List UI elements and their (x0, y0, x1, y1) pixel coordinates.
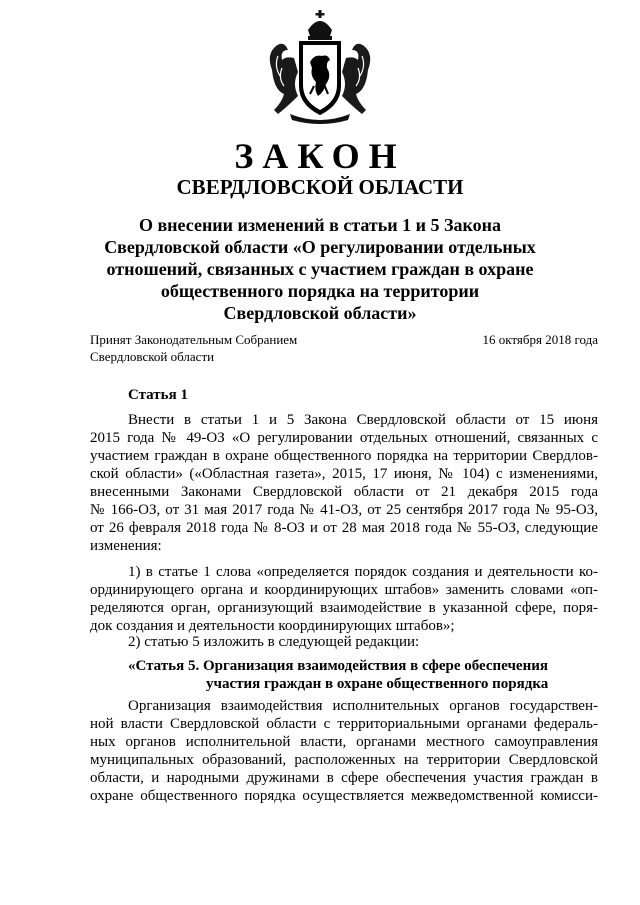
text-line: изменения: (90, 538, 162, 554)
article-5-text (90, 697, 598, 805)
article-1-intro (90, 411, 598, 555)
law-title (100, 214, 540, 324)
amendment-item-2 (90, 633, 598, 651)
text-line: № 166-ОЗ, от 31 мая 2017 года № 41-ОЗ, от 25 сентября 2017 года № 95-ОЗ, (90, 502, 598, 518)
text-line: участием граждан в охране общественного порядка на территории Свердлов- (90, 448, 598, 464)
text-line: ординирующего органа и координирующих штабов» заменить словами «оп- (90, 582, 598, 598)
adoption-authority (90, 331, 297, 365)
law-title-line: общественного порядка на территории (160, 281, 480, 301)
article-5-heading (90, 657, 598, 693)
amendment-item-1 (90, 563, 598, 635)
law-title-line: Свердловской области «О регулировании отдельных (104, 237, 536, 257)
region-subtitle: СВЕРДЛОВСКОЙ ОБЛАСТИ (176, 175, 464, 199)
text-line: от 26 февраля 2018 года № 8-ОЗ и от 28 мая 2018 года № 55-ОЗ, следующие (90, 520, 598, 536)
text-line: внесенными Законами Свердловской области от 21 декабря 2015 года (90, 484, 598, 500)
text-line: охране общественного порядка осуществляется межведомственной комисси- (90, 788, 598, 804)
law-title-line: Свердловской области» (223, 303, 417, 323)
text-line: муниципальных образований, расположенных на территории Свердловской (90, 752, 598, 768)
coat-of-arms-icon (264, 10, 376, 125)
text-line: ной власти Свердловской области с территориальными органами федераль- (90, 716, 598, 732)
text-line: док создания и деятельности координирующих штабов»; (90, 618, 455, 634)
adoption-line: Принят Законодательным Собранием (90, 332, 298, 347)
text-line: 2) статью 5 изложить в следующей редакции: (128, 634, 420, 650)
document-type-title: ЗАКОН (234, 136, 406, 176)
text-line: 2015 года № 49-ОЗ «О регулировании отдельных отношений, связанных с (90, 430, 598, 446)
text-line: ределяются орган, организующий взаимодействие в указанной сфере, поря- (90, 600, 598, 616)
text-line: области, и народными дружинами в сфере обеспечения участия граждан в (90, 770, 598, 786)
law-title-line: отношений, связанных с участием граждан в охране (106, 259, 534, 279)
text-line: Внести в статьи 1 и 5 Закона Свердловской области от 15 июня (128, 412, 598, 428)
article-1-title: Статья 1 (128, 387, 188, 403)
text-line: 1) в статье 1 слова «определяется порядок создания и деятельности ко- (128, 564, 598, 580)
text-line: Организация взаимодействия исполнительных органов государствен- (128, 698, 598, 714)
adoption-date: 16 октября 2018 года (482, 332, 598, 347)
text-line: ской области» («Областная газета», 2015, 17 июня, № 104) с изменениями, (90, 466, 598, 482)
article-5-heading-line: «Статья 5. Организация взаимодействия в сфере обеспечения (128, 658, 548, 674)
adoption-line: Свердловской области (90, 349, 215, 364)
law-title-line: О внесении изменений в статьи 1 и 5 Закона (138, 215, 502, 235)
text-line: ных органов исполнительной власти, органами местного самоуправления (90, 734, 598, 750)
article-5-heading-line: участия граждан в охране общественного порядка (206, 676, 549, 692)
